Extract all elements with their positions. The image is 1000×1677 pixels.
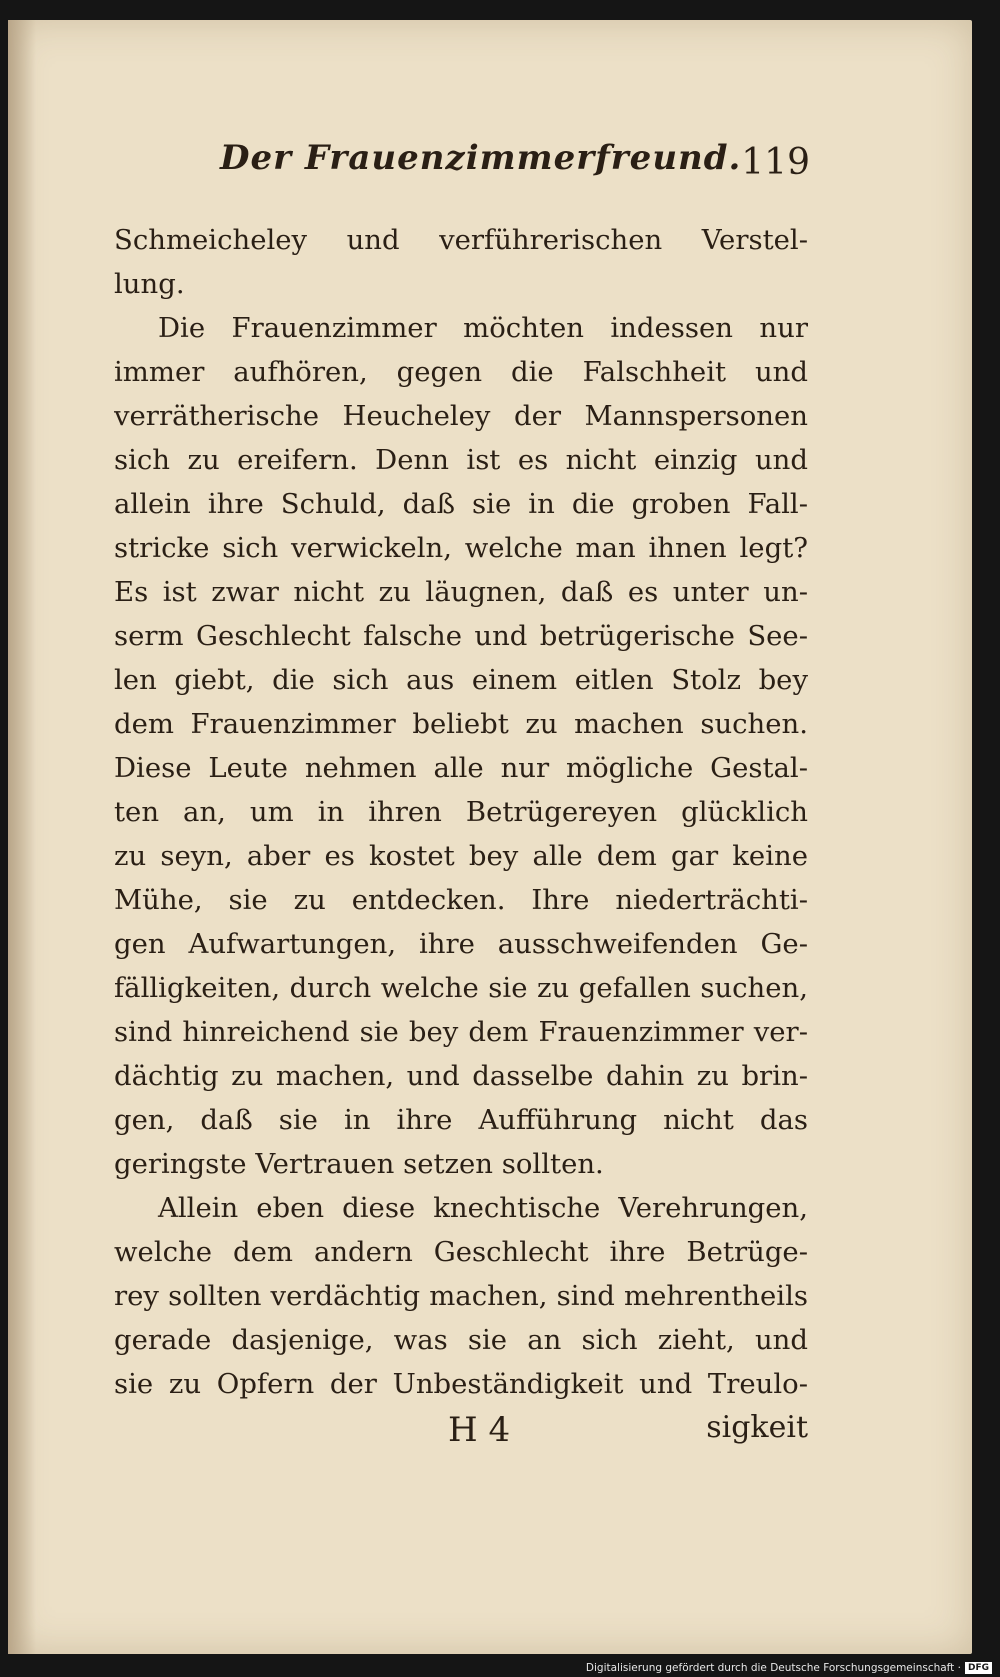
page-header — [220, 138, 810, 198]
text-line: sind hinreichend sie bey dem Frauenzimmer ver- — [114, 1016, 808, 1048]
text-line: geringste Vertrauen setzen sollten. — [114, 1148, 604, 1180]
text-line: immer aufhören, gegen die Falschheit und — [114, 356, 808, 388]
text-line: Allein eben diese knechtische Verehrungen, — [158, 1192, 808, 1224]
page-number: 119 — [741, 142, 810, 183]
text-line: ten an, um in ihren Betrügereyen glücklich — [114, 796, 808, 828]
text-line: gen, daß sie in ihre Aufführung nicht das — [114, 1104, 808, 1136]
text-line: dem Frauenzimmer beliebt zu machen suchen. — [114, 708, 808, 740]
text-line: Es ist zwar nicht zu läugnen, daß es unter un- — [114, 576, 808, 608]
text-line: Schmeicheley und verführerischen Verstel- — [114, 224, 808, 256]
text-line: gerade dasjenige, was sie an sich zieht, und — [114, 1324, 808, 1356]
text-line: lung. — [114, 268, 185, 300]
text-line: Diese Leute nehmen alle nur mögliche Gestal- — [114, 752, 808, 784]
text-line: Die Frauenzimmer möchten indessen nur — [158, 312, 808, 344]
signature-mark: H 4 — [448, 1410, 511, 1450]
catchword: sigkeit — [706, 1410, 808, 1445]
text-line: fälligkeiten, durch welche sie zu gefallen suchen, — [114, 972, 808, 1004]
text-line: sie zu Opfern der Unbeständigkeit und Treulo- — [114, 1368, 808, 1400]
running-title: Der Frauenzimmerfreund. — [220, 138, 742, 178]
digitization-credit — [586, 1662, 992, 1674]
page-gutter-shadow — [8, 20, 36, 1654]
text-line: stricke sich verwickeln, welche man ihnen legt? — [114, 532, 808, 564]
dfg-logo: DFG — [965, 1662, 992, 1674]
text-line: serm Geschlecht falsche und betrügerische See- — [114, 620, 808, 652]
text-line: len giebt, die sich aus einem eitlen Stolz bey — [114, 664, 808, 696]
credit-text: Digitalisierung gefördert durch die Deutsche Forschungsgemeinschaft · — [585, 1662, 961, 1674]
text-line: verrätherische Heucheley der Mannspersonen — [114, 400, 808, 432]
text-line: welche dem andern Geschlecht ihre Betrüge- — [114, 1236, 808, 1268]
body-text — [114, 218, 808, 1406]
text-line: rey sollten verdächtig machen, sind mehrentheils — [114, 1280, 808, 1312]
text-line: gen Aufwartungen, ihre ausschweifenden Ge- — [114, 928, 808, 960]
text-line: sich zu ereifern. Denn ist es nicht einzig und — [114, 444, 808, 476]
text-line: allein ihre Schuld, daß sie in die groben Fall- — [114, 488, 808, 520]
page-footer — [448, 1410, 808, 1460]
text-line: Mühe, sie zu entdecken. Ihre niederträchti- — [114, 884, 808, 916]
book-page — [8, 20, 972, 1654]
text-line: dächtig zu machen, und dasselbe dahin zu brin- — [114, 1060, 808, 1092]
text-line: zu seyn, aber es kostet bey alle dem gar keine — [114, 840, 808, 872]
